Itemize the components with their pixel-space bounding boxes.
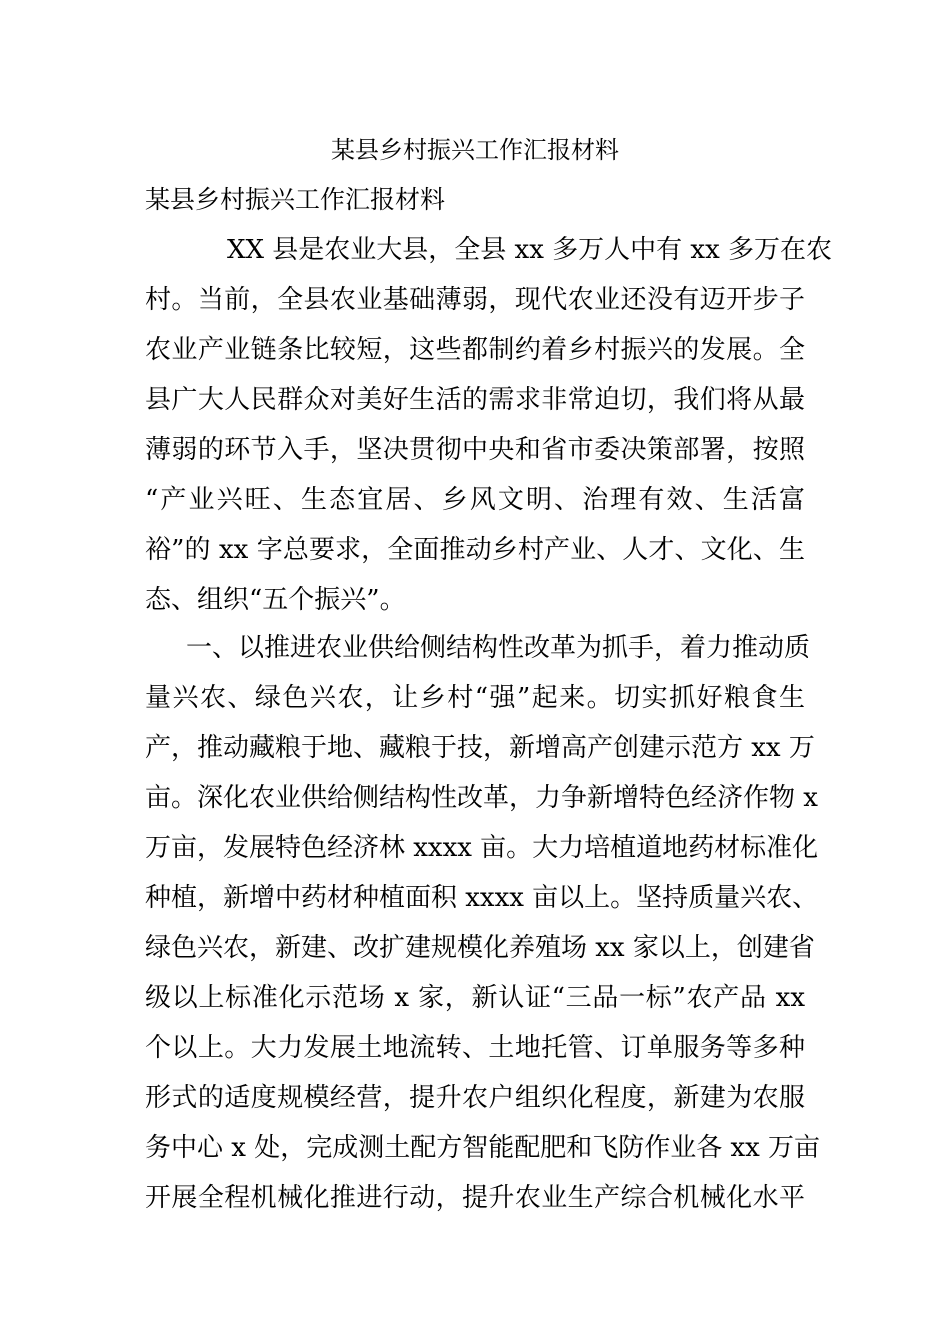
document-title: 某县乡村振兴工作汇报材料 [331,136,619,164]
paragraph-line: 绿色兴农，新建、改扩建规模化养殖场 xx 家以上，创建省 [145,933,815,963]
paragraph-line: “产业兴旺、生态宜居、乡风文明、治理有效、生活富 [145,485,805,515]
paragraph-line: 万亩，发展特色经济林 xxxx 亩。大力培植道地药材标准化 [145,833,819,863]
paragraph-line: 形式的适度规模经营，提升农户组织化程度，新建为农服 [145,1083,805,1113]
paragraph-line: 务中心 x 处，完成测土配方智能配肥和飞防作业各 xx 万亩 [145,1133,821,1163]
paragraph-line: 个以上。大力发展土地流转、土地托管、订单服务等多种 [145,1033,805,1063]
paragraph-line: 种植，新增中药材种植面积 xxxx 亩以上。坚持质量兴农、 [145,883,819,913]
paragraph-line: 一、以推进农业供给侧结构性改革为抓手，着力推动质 [186,633,811,663]
paragraph-line: XX 县是农业大县，全县 xx 多万人中有 xx 多万在农 [227,235,832,265]
paragraph-line: 开展全程机械化推进行动，提升农业生产综合机械化水平 [145,1183,805,1213]
paragraph-line: 裕”的 xx 字总要求，全面推动乡村产业、人才、文化、生 [145,535,805,565]
paragraph-line: 产，推动藏粮于地、藏粮于技，新增高产创建示范方 xx 万 [145,733,815,763]
paragraph-line: 薄弱的环节入手，坚决贯彻中央和省市委决策部署，按照 [145,435,805,465]
paragraph-line: 亩。深化农业供给侧结构性改革，力争新增特色经济作物 x [145,783,818,813]
paragraph-line: 农业产业链条比较短，这些都制约着乡村振兴的发展。全 [145,335,805,365]
paragraph-line: 村。当前，全县农业基础薄弱，现代农业还没有迈开步子 [145,285,805,315]
paragraph-line: 级以上标准化示范场 x 家，新认证“三品一标”农产品 xx [145,983,805,1013]
paragraph-line: 县广大人民群众对美好生活的需求非常迫切，我们将从最 [145,385,805,415]
paragraph-line: 量兴农、绿色兴农，让乡村“强”起来。切实抓好粮食生 [145,683,805,713]
document-subtitle: 某县乡村振兴工作汇报材料 [145,185,446,214]
paragraph-line: 态、组织“五个振兴”。 [145,585,406,615]
